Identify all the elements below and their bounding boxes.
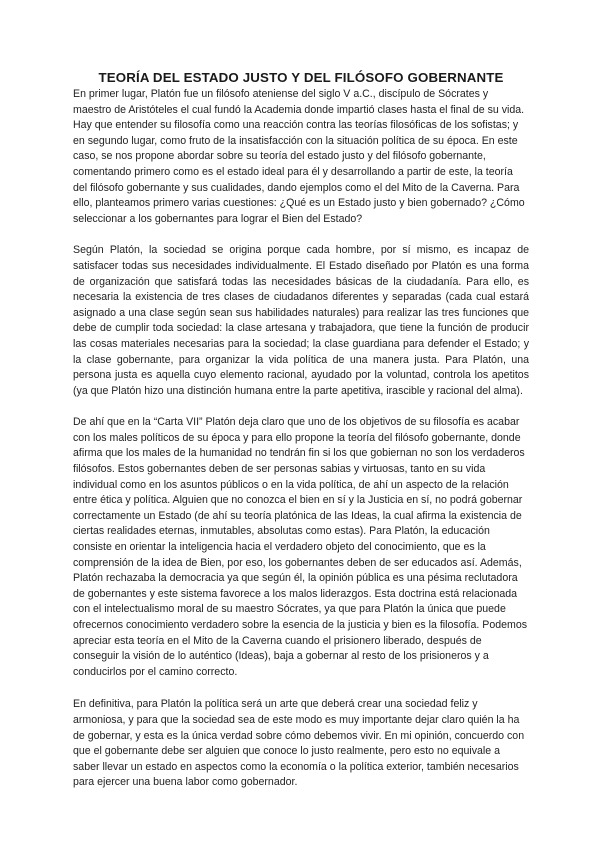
document-title: TEORÍA DEL ESTADO JUSTO Y DEL FILÓSOFO GOBERNANTE xyxy=(98,70,504,85)
paragraph-ideal-state: Según Platón, la sociedad se origina porque cada hombre, por sí mismo, es incapaz de satisfacer todas sus necesidades individualmente. El Estado diseñado por Platón es una forma de organización que satisfará todas las necesidades básicas de la ciudadanía. Para ello, es necesaria la existencia de tres clases de ciudadanos diferentes y separadas (cada cual estará asignado a una clase según sean sus habilidades naturales) para realizar las tres funciones que debe de cumplir toda sociedad: la clase artesana y trabajadora, que tiene la función de producir las cosas materiales necesarias para la sociedad; la clase guardiana para defender el Estado; y la clase gobernante, para organizar la vida política de una manera justa. Para Platón, una persona justa es aquella cuyo elemento racional, ayudado por la voluntad, controla los apetitos (ya que Platón hizo una distinción humana entre la parte apetitiva, irascible y racional del alma). xyxy=(73,244,529,397)
document-page xyxy=(73,70,529,791)
paragraph-introduction: En primer lugar, Platón fue un filósofo ateniense del siglo V a.C., discípulo de Sócrates y maestro de Aristóteles el cual fundó la Academia donde impartió clases hasta el final de su vida. Hay que entender su filosofía como una reacción contra las teorías filosóficas de los sofistas; y en segundo lugar, como fruto de la insatisfacción con la situación política de su época. En este caso, se nos propone abordar sobre su teoría del estado justo y del filósofo gobernante, comentando primero como es el estado ideal para él y desarrollando a partir de este, la teoría del filósofo gobernante y sus cualidades, dando ejemplos como el del Mito de la Caverna. Para ello, planteamos primero varias cuestiones: ¿Qué es un Estado justo y bien gobernado? ¿Cómo seleccionar a los gobernantes para lograr el Bien del Estado? xyxy=(73,88,525,225)
paragraph-conclusion: En definitiva, para Platón la política será un arte que deberá crear una sociedad feliz y armoniosa, y para que la sociedad sea de este modo es muy importante dejar claro quién la ha de gobernar, y esta es la única verdad sobre cómo debemos vivir. En mi opinión, concuerdo con que el gobernante debe ser alguien que conoce lo justo realmente, pero esto no equivale a saber llevar un estado en aspectos como la economía o la política exterior, también necesarios para ejercer una buena labor como gobernador. xyxy=(73,698,525,789)
paragraph-philosopher-king: De ahí que en la “Carta VII” Platón deja claro que uno de los objetivos de su filosofía es acabar con los males políticos de su época y para ello propone la teoría del filósofo gobernante, donde afirma que los males de la humanidad no tendrán fin si los que gobiernan no son los verdaderos filósofos. Estos gobernantes deben de ser personas sabias y virtuosas, tanto en su vida individual como en los asuntos públicos o en la vida política, de ahí un aspecto de la relación entre ética y política. Alguien que no conozca el bien en sí y la Justicia en sí, no podrá gobernar correctamente un Estado (de ahí su teoría platónica de las Ideas, la cual afirma la existencia de ciertas realidades eternas, inmutables, absolutas como estas). Para Platón, la educación consiste en orientar la inteligencia hacia el verdadero objeto del conocimiento, que es la comprensión de la idea de Bien, por eso, los gobernantes deben de ser educados así. Además, Platón rechazaba la democracia ya que según él, la opinión pública es una pésima reclutadora de gobernantes y este sistema favorece a los malos liderazgos. Esta doctrina está relacionada con el intelectualismo moral de su maestro Sócrates, ya que para Platón la única que puede ofrecernos conocimiento verdadero sobre la esencia de la justicia y bien es la filosofía. Podemos apreciar esta teoría en el Mito de la Caverna cuando el prisionero liberado, después de conseguir la visión de lo auténtico (Ideas), baja a gobernar al resto de los prisioneros y a conducirlos por el camino correcto. xyxy=(73,416,528,678)
